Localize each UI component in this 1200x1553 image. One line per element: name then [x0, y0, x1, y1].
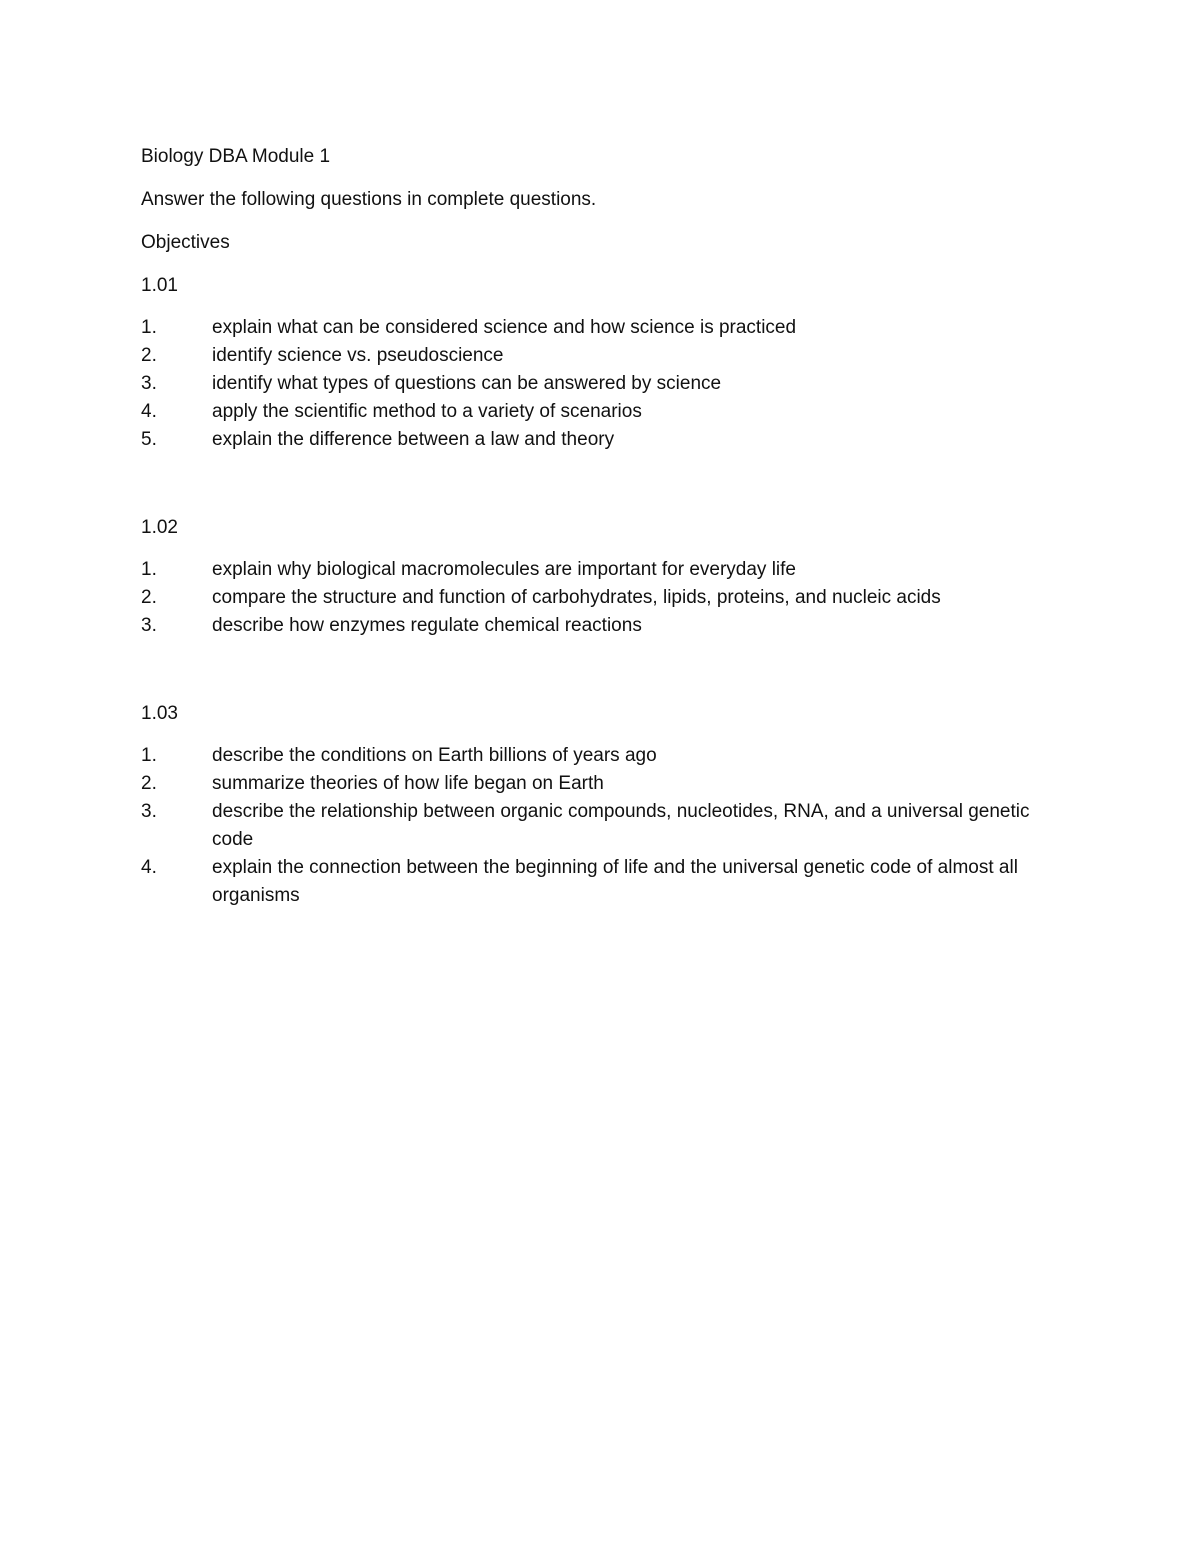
list-number: 1. — [141, 317, 157, 338]
list-item-text: summarize theories of how life began on Earth — [212, 773, 604, 794]
objective-list — [141, 556, 1071, 640]
document-page — [141, 143, 1071, 910]
section-spacer — [141, 454, 1071, 514]
list-item-text: explain the difference between a law and theory — [212, 429, 615, 450]
list-number: 2. — [141, 345, 157, 366]
list-item — [141, 556, 1071, 584]
section-label: 1.01 — [141, 275, 178, 296]
list-number: 4. — [141, 857, 157, 878]
list-item — [141, 798, 1071, 854]
list-item-text: describe how enzymes regulate chemical reactions — [212, 615, 642, 636]
list-number: 2. — [141, 587, 157, 608]
section-label: 1.02 — [141, 517, 178, 538]
section-1-03 — [141, 700, 1071, 910]
list-item — [141, 398, 1071, 426]
list-number: 3. — [141, 615, 157, 636]
list-item — [141, 742, 1071, 770]
list-item — [141, 342, 1071, 370]
list-number: 2. — [141, 773, 157, 794]
objectives-heading: Objectives — [141, 232, 230, 253]
list-number: 5. — [141, 429, 157, 450]
list-item — [141, 612, 1071, 640]
objective-list — [141, 314, 1071, 454]
list-item — [141, 854, 1071, 910]
section-spacer — [141, 640, 1071, 700]
list-number: 3. — [141, 373, 157, 394]
list-item-text: explain why biological macromolecules are important for everyday life — [212, 559, 796, 580]
objective-list — [141, 742, 1071, 910]
list-item — [141, 370, 1071, 398]
list-number: 1. — [141, 559, 157, 580]
list-item-text: apply the scientific method to a variety of scenarios — [212, 401, 642, 422]
list-item-text: describe the relationship between organic compounds, nucleotides, RNA, and a universal genetic code — [212, 801, 1030, 850]
list-item — [141, 426, 1071, 454]
document-title: Biology DBA Module 1 — [141, 146, 331, 167]
list-item — [141, 314, 1071, 342]
list-number: 4. — [141, 401, 157, 422]
list-item-text: identify what types of questions can be answered by science — [212, 373, 722, 394]
section-1-02 — [141, 514, 1071, 700]
list-number: 1. — [141, 745, 157, 766]
list-item-text: identify science vs. pseudoscience — [212, 345, 504, 366]
list-item — [141, 584, 1071, 612]
list-number: 3. — [141, 801, 157, 822]
list-item-text: compare the structure and function of carbohydrates, lipids, proteins, and nucleic acids — [212, 587, 941, 608]
list-item — [141, 770, 1071, 798]
section-1-01 — [141, 272, 1071, 514]
list-item-text: explain the connection between the beginning of life and the universal genetic code of almost all organisms — [212, 857, 1018, 906]
list-item-text: describe the conditions on Earth billions of years ago — [212, 745, 657, 766]
instructions-text: Answer the following questions in complete questions. — [141, 189, 597, 210]
list-item-text: explain what can be considered science and how science is practiced — [212, 317, 797, 338]
section-label: 1.03 — [141, 703, 178, 724]
